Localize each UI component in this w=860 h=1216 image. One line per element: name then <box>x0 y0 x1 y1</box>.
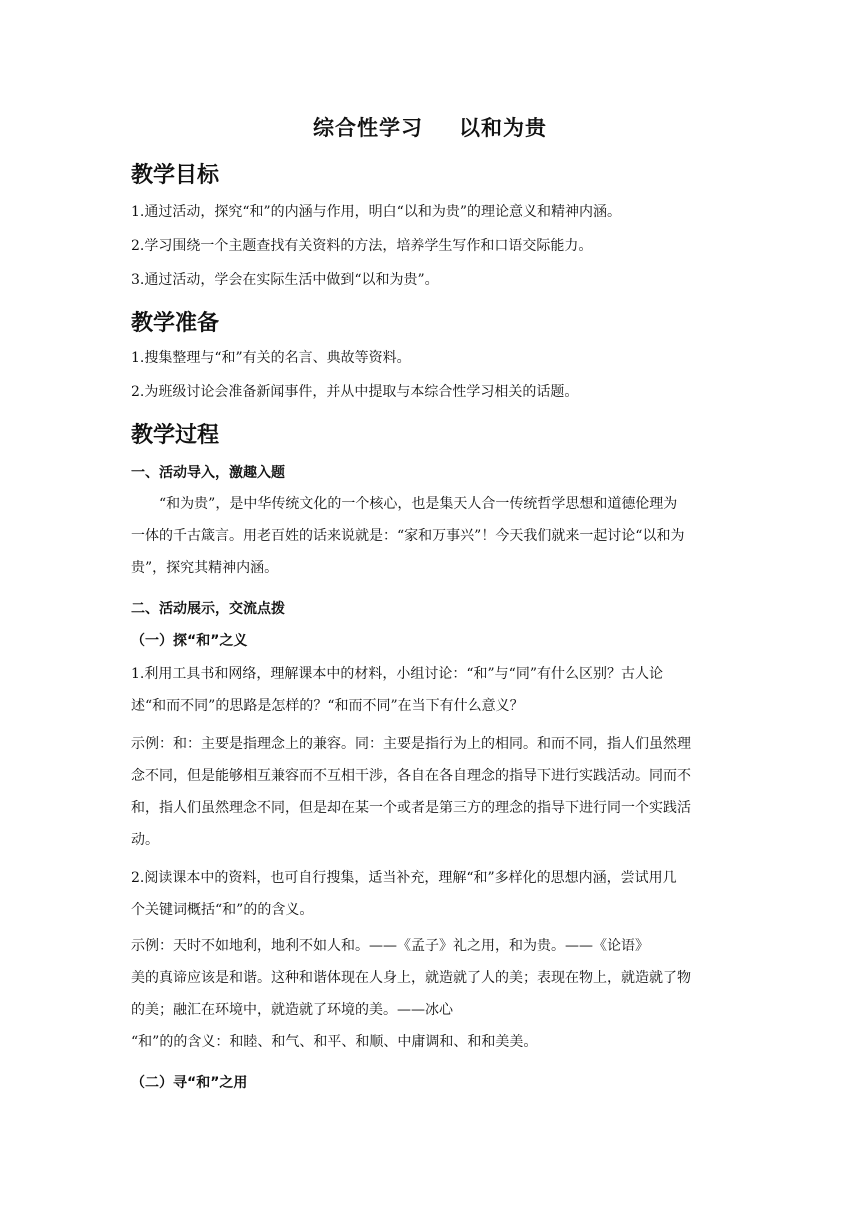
process-heading: 教学过程 <box>131 423 220 448</box>
text-line: 个关键词概括“和”的的含义。 <box>131 902 314 918</box>
example-2 <box>131 930 731 1058</box>
prep-item: 1.搜集整理与“和”有关的名言、典故等资料。 <box>131 350 411 366</box>
text-line: 的美；融汇在环境中，就造就了环境的美。——冰心 <box>131 1002 453 1018</box>
text-line: 一体的千古箴言。用老百姓的话来说就是：“家和万事兴”！今天我们就来一起讨论“以和为 <box>131 528 685 544</box>
part1-paragraph <box>131 488 731 584</box>
goal-item: 1.通过活动，探究“和”的内涵与作用，明白“以和为贵”的理论意义和精神内涵。 <box>131 204 621 220</box>
question-2 <box>131 862 731 926</box>
text-line: 贵”，探究其精神内涵。 <box>131 560 279 576</box>
text-line: 述“和而不同”的思路是怎样的？“和而不同”在当下有什么意义？ <box>131 698 524 714</box>
text-line: “和为贵”，是中华传统文化的一个核心，也是集天人合一传统哲学思想和道德伦理为 <box>159 496 678 512</box>
example-1 <box>131 728 731 856</box>
text-line: 2.阅读课本中的资料，也可自行搜集，适当补充，理解“和”多样化的思想内涵，尝试用几 <box>131 870 677 886</box>
sub1-heading: （一）探“和”之义 <box>131 633 248 649</box>
prep-item: 2.为班级讨论会准备新闻事件，并从中提取与本综合性学习相关的话题。 <box>131 384 579 400</box>
part2-heading: 二、活动展示，交流点拨 <box>131 601 285 617</box>
text-line: 1.利用工具书和网络，理解课本中的材料，小组讨论：“和”与“同”有什么区别？古人论 <box>131 666 663 682</box>
title-left: 综合性学习 <box>313 116 423 140</box>
question-1 <box>131 658 731 722</box>
page-title <box>0 112 860 142</box>
text-line: “和”的的含义：和睦、和气、和平、和顺、中庸调和、和和美美。 <box>131 1034 538 1050</box>
sub2-heading: （二）寻“和”之用 <box>131 1075 248 1091</box>
text-line: 念不同，但是能够相互兼容而不互相干涉，各自在各自理念的指导下进行实践活动。同而不 <box>131 768 691 784</box>
part1-heading: 一、活动导入，激趣入题 <box>131 465 285 481</box>
title-right: 以和为贵 <box>459 116 547 140</box>
text-line: 动。 <box>131 832 159 848</box>
text-line: 示例：和：主要是指理念上的兼容。同：主要是指行为上的相同。和而不同，指人们虽然理 <box>131 736 691 752</box>
text-line: 示例：天时不如地利，地利不如人和。——《孟子》礼之用，和为贵。——《论语》 <box>131 938 649 954</box>
goal-item: 2.学习围绕一个主题查找有关资料的方法，培养学生写作和口语交际能力。 <box>131 238 593 254</box>
text-line: 美的真谛应该是和谐。这种和谐体现在人身上，就造就了人的美；表现在物上，就造就了物 <box>131 970 691 986</box>
text-line: 和，指人们虽然理念不同，但是却在某一个或者是第三方的理念的指导下进行同一个实践活 <box>131 800 691 816</box>
prep-heading: 教学准备 <box>131 311 220 336</box>
goal-item: 3.通过活动，学会在实际生活中做到“以和为贵”。 <box>131 272 439 288</box>
goals-heading: 教学目标 <box>131 163 220 188</box>
